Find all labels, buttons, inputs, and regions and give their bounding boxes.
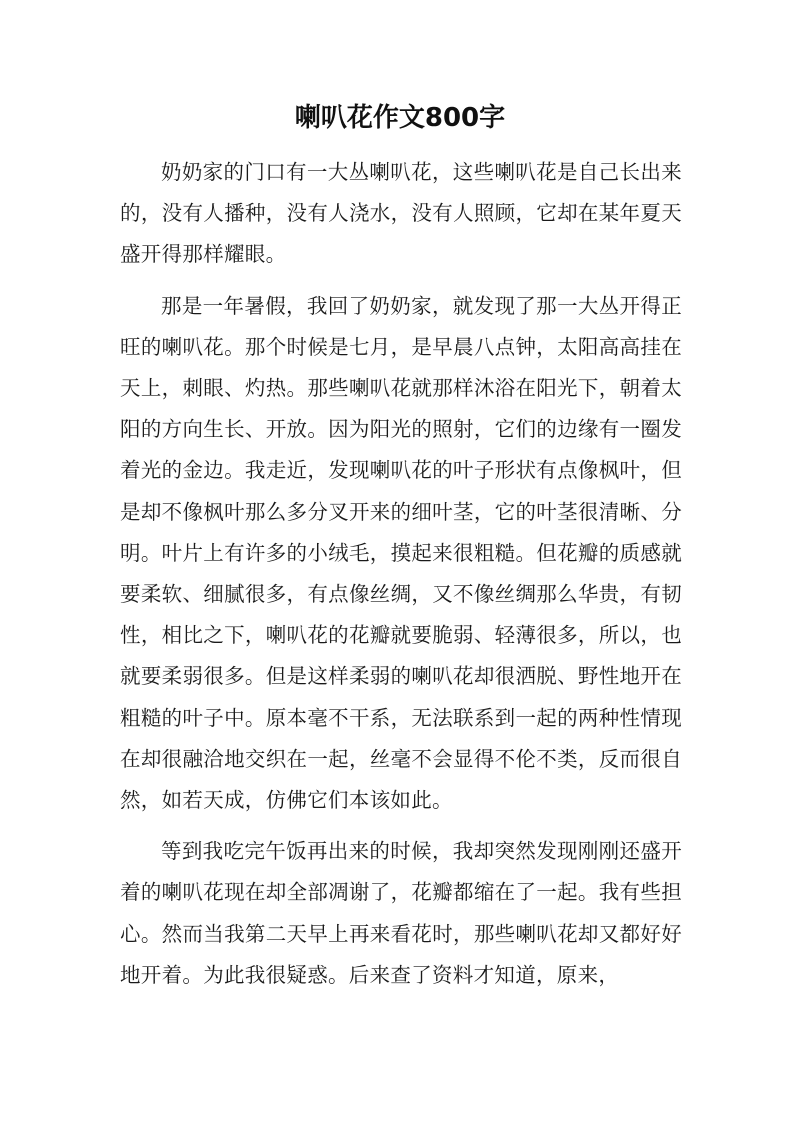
paragraph-1: 奶奶家的门口有一大丛喇叭花，这些喇叭花是自己长出来的，没有人播种，没有人浇水，没有人照顾，它却在某年夏天盛开得那样耀眼。	[120, 160, 682, 267]
document-title: 喇叭花作文800字	[294, 103, 506, 133]
paragraph-2: 那是一年暑假，我回了奶奶家，就发现了那一大丛开得正旺的喇叭花。那个时候是七月，是早晨八点钟，太阳高高挂在天上，刺眼、灼热。那些喇叭花就那样沐浴在阳光下，朝着太阳的方向生长、开放。因为阳光的照射，它们的边缘有一圈发着光的金边。我走近，发现喇叭花的叶子形状有点像枫叶，但是却不像枫叶那么多分叉开来的细叶茎，它的叶茎很清晰、分明。叶片上有许多的小绒毛，摸起来很粗糙。但花瓣的质感就要柔软、细腻很多，有点像丝绸，又不像丝绸那么华贵，有韧性，相比之下，喇叭花的花瓣就要脆弱、轻薄很多，所以，也就要柔弱很多。但是这样柔弱的喇叭花却很洒脱、野性地开在粗糙的叶子中。原本毫不干系，无法联系到一起的两种性情现在却很融洽地交织在一起，丝毫不会显得不伦不类，反而很自然，如若天成，仿佛它们本该如此。	[120, 293, 682, 813]
paragraph-3: 等到我吃完午饭再出来的时候，我却突然发现刚刚还盛开着的喇叭花现在却全部凋谢了，花瓣都缩在了一起。我有些担心。然而当我第二天早上再来看花时，那些喇叭花却又都好好地开着。为此我很疑惑。后来查了资料才知道，原来，	[120, 839, 682, 987]
document-body	[120, 152, 682, 1006]
